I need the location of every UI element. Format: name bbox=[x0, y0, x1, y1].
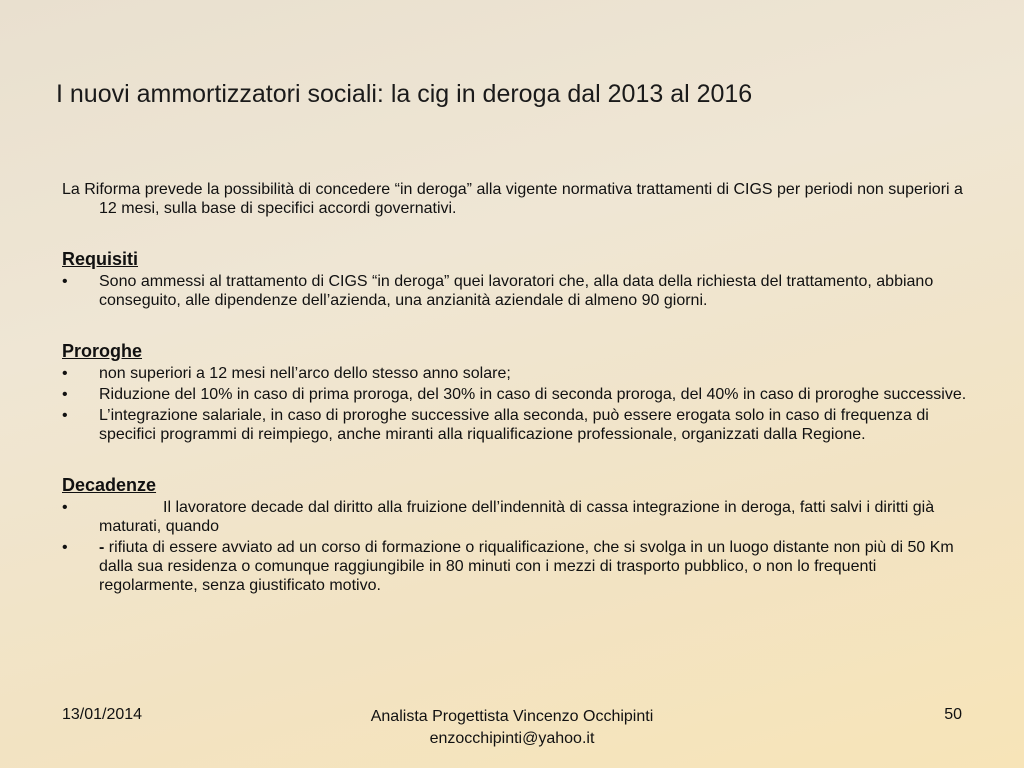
slide-content bbox=[62, 180, 972, 597]
bullet-icon: • bbox=[62, 539, 68, 556]
dash-marker: - bbox=[99, 539, 105, 556]
bullet-text: Sono ammessi al trattamento di CIGS “in deroga” quei lavoratori che, alla data della richiesta del trattamento, abbiano conseguito, alle dipendenze dell’azienda, una anzianità aziendale di almeno 90 giorni. bbox=[99, 273, 934, 309]
section-heading: Proroghe bbox=[62, 341, 143, 361]
footer-email: enzocchipinti@yahoo.it bbox=[429, 730, 595, 747]
list-item bbox=[62, 364, 972, 383]
section-requisiti bbox=[62, 248, 972, 310]
slide-title: I nuovi ammortizzatori sociali: la cig in deroga dal 2013 al 2016 bbox=[56, 80, 753, 108]
intro-paragraph: La Riforma prevede la possibilità di concedere “in deroga” alla vigente normativa trattamenti di CIGS per periodi non superiori a 12 mesi, sulla base di specifici accordi governativi. bbox=[62, 181, 963, 217]
section-proroghe bbox=[62, 340, 972, 444]
bullet-list bbox=[62, 498, 972, 595]
list-item bbox=[62, 385, 972, 404]
footer-author: Analista Progettista Vincenzo Occhipinti bbox=[370, 708, 654, 725]
bullet-icon: • bbox=[62, 386, 68, 403]
list-item bbox=[62, 406, 972, 444]
footer-author-block bbox=[312, 706, 712, 750]
bullet-list bbox=[62, 272, 972, 310]
bullet-text: Il lavoratore decade dal diritto alla fruizione dell’indennità di cassa integrazione in deroga, fatti salvi i diritti già maturati, quando bbox=[99, 499, 935, 535]
bullet-text: Riduzione del 10% in caso di prima proroga, del 30% in caso di seconda proroga, del 40% in caso di proroghe successive. bbox=[99, 386, 967, 403]
list-item bbox=[62, 498, 972, 536]
list-item bbox=[62, 538, 972, 595]
bullet-text: riﬁuta di essere avviato ad un corso di formazione o riqualificazione, che si svolga in un luogo distante non più di 50 Km dalla sua residenza o comunque raggiungibile in 80 minuti con i mezzi di trasporto pubblico, o non lo frequenti regolarmente, senza giustificato motivo. bbox=[99, 539, 954, 594]
bullet-list bbox=[62, 364, 972, 444]
footer-page-number: 50 bbox=[944, 706, 962, 723]
bullet-text: L’integrazione salariale, in caso di proroghe successive alla seconda, può essere erogata solo in caso di frequenza di specifici programmi di reimpiego, anche miranti alla riqualificazione professionale, organizzati dalla Regione. bbox=[99, 407, 929, 443]
bullet-icon: • bbox=[62, 273, 68, 290]
section-heading: Requisiti bbox=[62, 249, 139, 269]
bullet-icon: • bbox=[62, 365, 68, 382]
bullet-icon: • bbox=[62, 499, 68, 516]
section-decadenze bbox=[62, 474, 972, 595]
footer-date: 13/01/2014 bbox=[62, 706, 143, 723]
bullet-text: non superiori a 12 mesi nell’arco dello stesso anno solare; bbox=[99, 365, 511, 382]
list-item bbox=[62, 272, 972, 310]
section-heading: Decadenze bbox=[62, 475, 157, 495]
bullet-icon: • bbox=[62, 407, 68, 424]
